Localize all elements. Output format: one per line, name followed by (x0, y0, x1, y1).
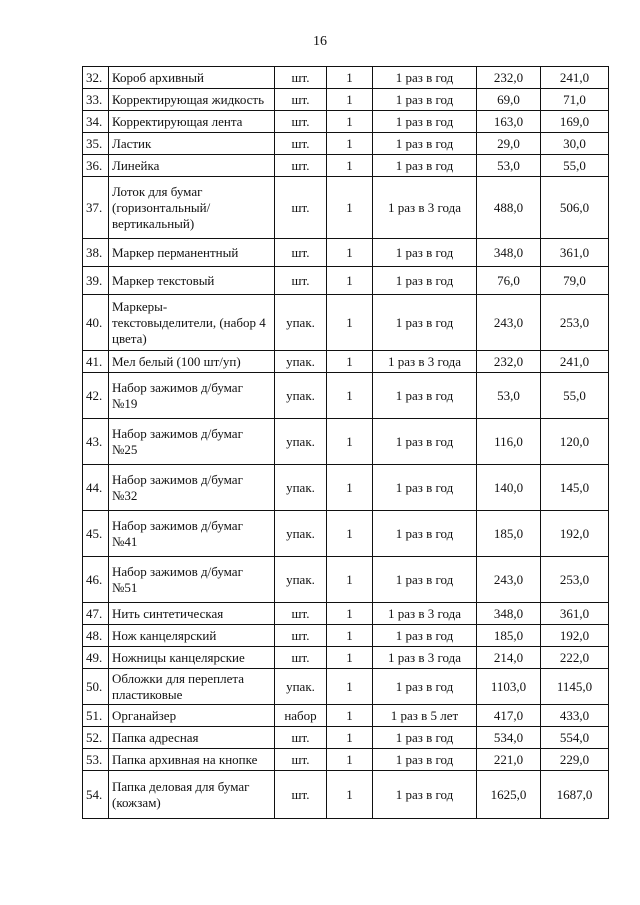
price-current-cell: 243,0 (477, 295, 541, 351)
replacement-frequency-cell: 1 раз в год (373, 727, 477, 749)
replacement-frequency-cell: 1 раз в год (373, 155, 477, 177)
price-next-cell: 506,0 (541, 177, 609, 239)
row-number-cell: 41. (83, 351, 109, 373)
replacement-frequency-cell: 1 раз в год (373, 749, 477, 771)
price-current-cell: 163,0 (477, 111, 541, 133)
price-current-cell: 53,0 (477, 373, 541, 419)
table-row (83, 295, 609, 351)
replacement-frequency-cell: 1 раз в год (373, 465, 477, 511)
unit-of-measure-cell: упак. (275, 511, 327, 557)
table-row (83, 511, 609, 557)
quantity-cell: 1 (327, 705, 373, 727)
item-name-cell: Нить синтетическая (109, 603, 275, 625)
price-current-cell: 76,0 (477, 267, 541, 295)
row-number-cell: 50. (83, 669, 109, 705)
table-row (83, 133, 609, 155)
price-current-cell: 348,0 (477, 603, 541, 625)
quantity-cell: 1 (327, 669, 373, 705)
quantity-cell: 1 (327, 419, 373, 465)
item-name-cell: Органайзер (109, 705, 275, 727)
row-number-cell: 54. (83, 771, 109, 819)
row-number-cell: 34. (83, 111, 109, 133)
price-current-cell: 185,0 (477, 511, 541, 557)
item-name-cell: Короб архивный (109, 67, 275, 89)
replacement-frequency-cell: 1 раз в год (373, 111, 477, 133)
item-name-cell: Набор зажимов д/бумаг №51 (109, 557, 275, 603)
quantity-cell: 1 (327, 267, 373, 295)
row-number-cell: 32. (83, 67, 109, 89)
item-name-cell: Набор зажимов д/бумаг №25 (109, 419, 275, 465)
replacement-frequency-cell: 1 раз в год (373, 133, 477, 155)
price-next-cell: 222,0 (541, 647, 609, 669)
unit-of-measure-cell: упак. (275, 557, 327, 603)
price-next-cell: 1145,0 (541, 669, 609, 705)
replacement-frequency-cell: 1 раз в год (373, 373, 477, 419)
item-name-cell: Нож канцелярский (109, 625, 275, 647)
price-next-cell: 241,0 (541, 67, 609, 89)
replacement-frequency-cell: 1 раз в год (373, 419, 477, 465)
quantity-cell: 1 (327, 625, 373, 647)
table-row (83, 727, 609, 749)
price-next-cell: 361,0 (541, 239, 609, 267)
quantity-cell: 1 (327, 373, 373, 419)
item-name-cell: Набор зажимов д/бумаг №41 (109, 511, 275, 557)
unit-of-measure-cell: упак. (275, 669, 327, 705)
replacement-frequency-cell: 1 раз в 3 года (373, 351, 477, 373)
unit-of-measure-cell: шт. (275, 155, 327, 177)
price-current-cell: 69,0 (477, 89, 541, 111)
unit-of-measure-cell: шт. (275, 239, 327, 267)
price-current-cell: 29,0 (477, 133, 541, 155)
unit-of-measure-cell: шт. (275, 749, 327, 771)
quantity-cell: 1 (327, 177, 373, 239)
price-next-cell: 30,0 (541, 133, 609, 155)
unit-of-measure-cell: упак. (275, 465, 327, 511)
table-row (83, 239, 609, 267)
price-next-cell: 145,0 (541, 465, 609, 511)
price-next-cell: 1687,0 (541, 771, 609, 819)
price-next-cell: 55,0 (541, 155, 609, 177)
table-row (83, 373, 609, 419)
unit-of-measure-cell: шт. (275, 67, 327, 89)
table-row (83, 155, 609, 177)
price-next-cell: 229,0 (541, 749, 609, 771)
price-current-cell: 214,0 (477, 647, 541, 669)
item-name-cell: Маркер перманентный (109, 239, 275, 267)
price-current-cell: 348,0 (477, 239, 541, 267)
table-row (83, 89, 609, 111)
quantity-cell: 1 (327, 67, 373, 89)
item-name-cell: Папка архивная на кнопке (109, 749, 275, 771)
unit-of-measure-cell: шт. (275, 625, 327, 647)
table-row (83, 669, 609, 705)
supplies-table (82, 66, 609, 819)
item-name-cell: Маркеры-текстовыделители, (набор 4 цвета) (109, 295, 275, 351)
quantity-cell: 1 (327, 239, 373, 267)
price-current-cell: 221,0 (477, 749, 541, 771)
row-number-cell: 44. (83, 465, 109, 511)
quantity-cell: 1 (327, 749, 373, 771)
price-current-cell: 232,0 (477, 351, 541, 373)
unit-of-measure-cell: шт. (275, 727, 327, 749)
table-row (83, 705, 609, 727)
price-next-cell: 71,0 (541, 89, 609, 111)
item-name-cell: Ластик (109, 133, 275, 155)
replacement-frequency-cell: 1 раз в 3 года (373, 647, 477, 669)
table-row (83, 177, 609, 239)
replacement-frequency-cell: 1 раз в год (373, 625, 477, 647)
price-current-cell: 232,0 (477, 67, 541, 89)
row-number-cell: 46. (83, 557, 109, 603)
unit-of-measure-cell: набор (275, 705, 327, 727)
replacement-frequency-cell: 1 раз в год (373, 771, 477, 819)
quantity-cell: 1 (327, 557, 373, 603)
unit-of-measure-cell: шт. (275, 133, 327, 155)
row-number-cell: 47. (83, 603, 109, 625)
price-current-cell: 53,0 (477, 155, 541, 177)
unit-of-measure-cell: шт. (275, 647, 327, 669)
item-name-cell: Папка деловая для бумаг (кожзам) (109, 771, 275, 819)
unit-of-measure-cell: шт. (275, 89, 327, 111)
unit-of-measure-cell: шт. (275, 177, 327, 239)
price-current-cell: 1625,0 (477, 771, 541, 819)
price-next-cell: 433,0 (541, 705, 609, 727)
table-row (83, 557, 609, 603)
price-next-cell: 192,0 (541, 511, 609, 557)
unit-of-measure-cell: шт. (275, 771, 327, 819)
row-number-cell: 43. (83, 419, 109, 465)
price-next-cell: 169,0 (541, 111, 609, 133)
price-next-cell: 120,0 (541, 419, 609, 465)
quantity-cell: 1 (327, 771, 373, 819)
table-row (83, 267, 609, 295)
price-next-cell: 361,0 (541, 603, 609, 625)
replacement-frequency-cell: 1 раз в год (373, 557, 477, 603)
unit-of-measure-cell: шт. (275, 267, 327, 295)
unit-of-measure-cell: шт. (275, 603, 327, 625)
row-number-cell: 52. (83, 727, 109, 749)
unit-of-measure-cell: упак. (275, 295, 327, 351)
row-number-cell: 53. (83, 749, 109, 771)
item-name-cell: Лоток для бумаг (горизонтальный/ вертикальный) (109, 177, 275, 239)
row-number-cell: 49. (83, 647, 109, 669)
quantity-cell: 1 (327, 511, 373, 557)
price-next-cell: 253,0 (541, 295, 609, 351)
price-next-cell: 554,0 (541, 727, 609, 749)
price-next-cell: 192,0 (541, 625, 609, 647)
item-name-cell: Набор зажимов д/бумаг №19 (109, 373, 275, 419)
row-number-cell: 36. (83, 155, 109, 177)
item-name-cell: Обложки для переплета пластиковые (109, 669, 275, 705)
row-number-cell: 48. (83, 625, 109, 647)
replacement-frequency-cell: 1 раз в год (373, 267, 477, 295)
price-next-cell: 55,0 (541, 373, 609, 419)
row-number-cell: 39. (83, 267, 109, 295)
item-name-cell: Ножницы канцелярские (109, 647, 275, 669)
unit-of-measure-cell: упак. (275, 373, 327, 419)
replacement-frequency-cell: 1 раз в год (373, 669, 477, 705)
row-number-cell: 38. (83, 239, 109, 267)
item-name-cell: Маркер текстовый (109, 267, 275, 295)
table-row (83, 351, 609, 373)
table-row (83, 465, 609, 511)
price-next-cell: 241,0 (541, 351, 609, 373)
replacement-frequency-cell: 1 раз в год (373, 67, 477, 89)
quantity-cell: 1 (327, 295, 373, 351)
replacement-frequency-cell: 1 раз в год (373, 511, 477, 557)
table-row (83, 647, 609, 669)
replacement-frequency-cell: 1 раз в год (373, 89, 477, 111)
quantity-cell: 1 (327, 603, 373, 625)
row-number-cell: 42. (83, 373, 109, 419)
replacement-frequency-cell: 1 раз в 3 года (373, 603, 477, 625)
item-name-cell: Мел белый (100 шт/уп) (109, 351, 275, 373)
quantity-cell: 1 (327, 727, 373, 749)
replacement-frequency-cell: 1 раз в 5 лет (373, 705, 477, 727)
table-row (83, 67, 609, 89)
replacement-frequency-cell: 1 раз в 3 года (373, 177, 477, 239)
row-number-cell: 37. (83, 177, 109, 239)
quantity-cell: 1 (327, 647, 373, 669)
quantity-cell: 1 (327, 111, 373, 133)
price-current-cell: 243,0 (477, 557, 541, 603)
price-current-cell: 185,0 (477, 625, 541, 647)
table-row (83, 749, 609, 771)
quantity-cell: 1 (327, 133, 373, 155)
row-number-cell: 33. (83, 89, 109, 111)
unit-of-measure-cell: упак. (275, 419, 327, 465)
price-current-cell: 417,0 (477, 705, 541, 727)
replacement-frequency-cell: 1 раз в год (373, 239, 477, 267)
price-current-cell: 116,0 (477, 419, 541, 465)
price-current-cell: 488,0 (477, 177, 541, 239)
quantity-cell: 1 (327, 465, 373, 511)
table-row (83, 111, 609, 133)
item-name-cell: Набор зажимов д/бумаг №32 (109, 465, 275, 511)
item-name-cell: Корректирующая жидкость (109, 89, 275, 111)
quantity-cell: 1 (327, 89, 373, 111)
table-row (83, 771, 609, 819)
quantity-cell: 1 (327, 351, 373, 373)
item-name-cell: Корректирующая лента (109, 111, 275, 133)
table-row (83, 419, 609, 465)
price-next-cell: 253,0 (541, 557, 609, 603)
item-name-cell: Папка адресная (109, 727, 275, 749)
price-current-cell: 1103,0 (477, 669, 541, 705)
page-number: 16 (313, 34, 327, 49)
table-row (83, 625, 609, 647)
quantity-cell: 1 (327, 155, 373, 177)
unit-of-measure-cell: шт. (275, 111, 327, 133)
item-name-cell: Линейка (109, 155, 275, 177)
price-current-cell: 140,0 (477, 465, 541, 511)
row-number-cell: 35. (83, 133, 109, 155)
replacement-frequency-cell: 1 раз в год (373, 295, 477, 351)
row-number-cell: 45. (83, 511, 109, 557)
row-number-cell: 51. (83, 705, 109, 727)
price-current-cell: 534,0 (477, 727, 541, 749)
price-next-cell: 79,0 (541, 267, 609, 295)
unit-of-measure-cell: упак. (275, 351, 327, 373)
table-row (83, 603, 609, 625)
row-number-cell: 40. (83, 295, 109, 351)
